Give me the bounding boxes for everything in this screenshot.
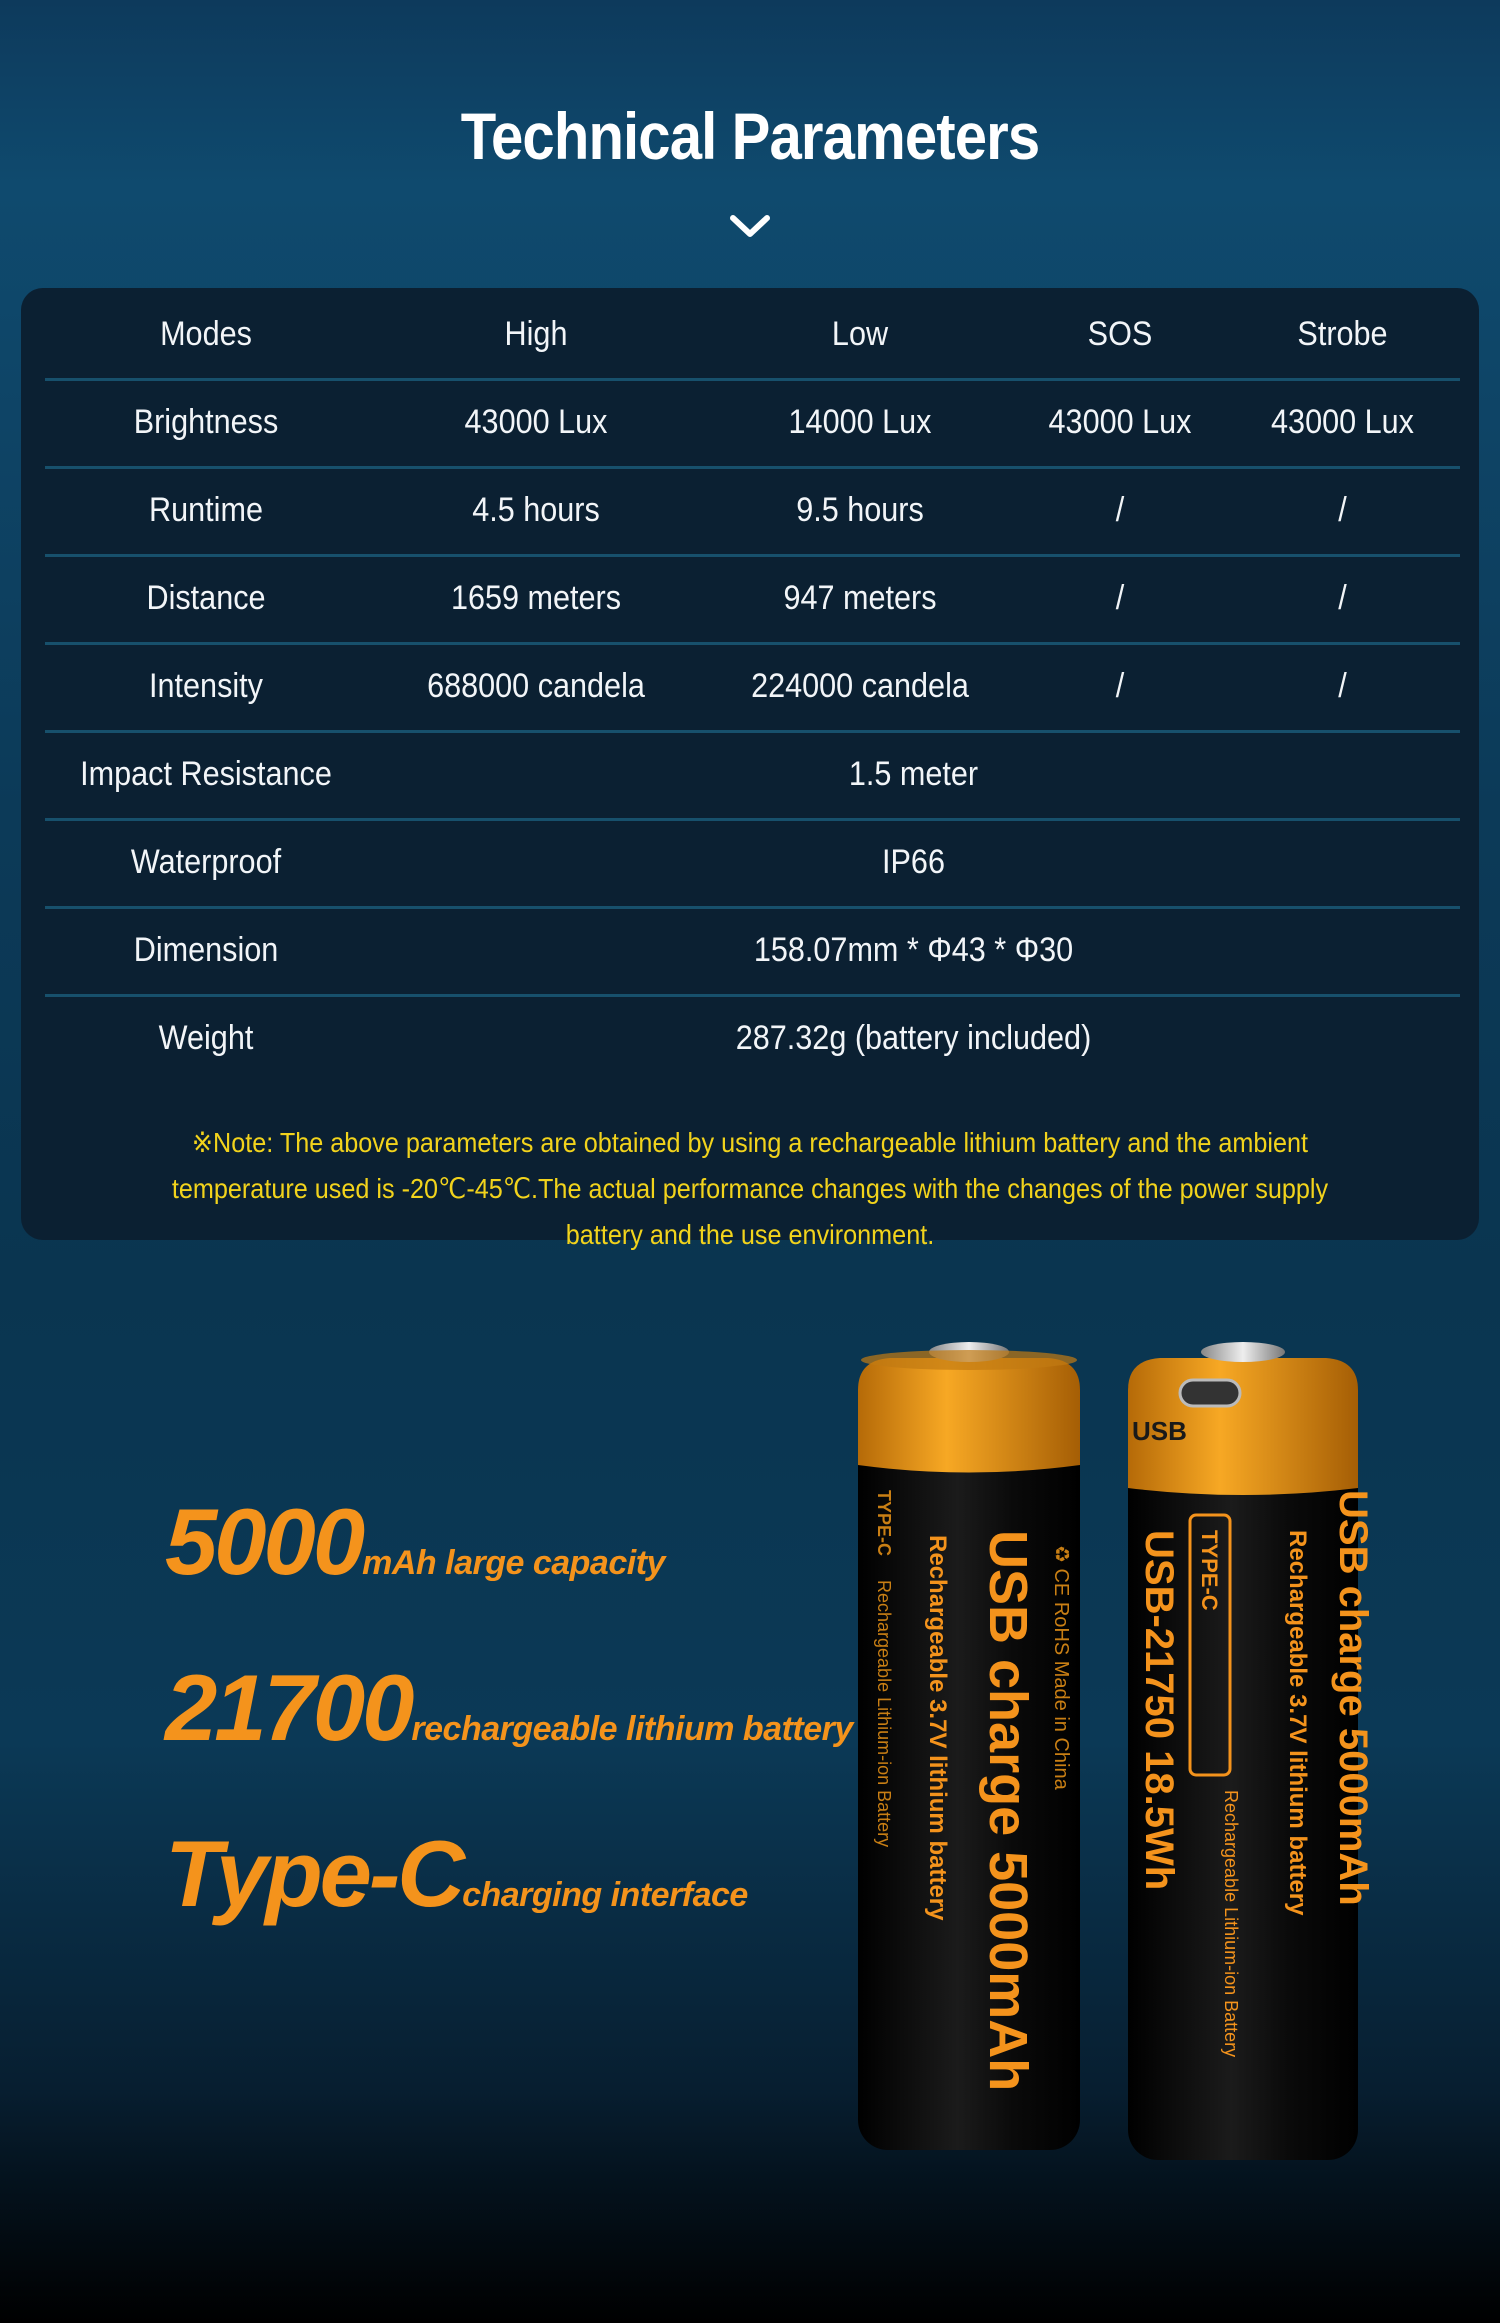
column-header: High <box>504 315 568 353</box>
table-cell: 1.5 meter <box>848 755 979 793</box>
feature-capacity <box>165 1488 665 1596</box>
battery-right-side-text: Rechargeable Lithium-ion Battery <box>1221 1790 1241 2058</box>
row-label: Weight <box>158 1019 254 1057</box>
feature-value: 21700 <box>165 1655 412 1760</box>
feature-charging <box>165 1820 748 1928</box>
table-cell: 287.32g (battery included) <box>735 1019 1092 1057</box>
table-row <box>45 994 1460 1082</box>
row-label: Runtime <box>149 491 263 529</box>
column-header: Strobe <box>1297 315 1388 353</box>
battery-left-marks-text: ♻ CE RoHS Made in China <box>1050 1545 1072 1790</box>
table-row <box>45 730 1460 821</box>
table-row <box>45 906 1460 997</box>
table-cell: 14000 Lux <box>788 403 932 441</box>
battery-left-main-text: USB charge 5000mAh <box>978 1530 1038 2092</box>
table-cell: 947 meters <box>783 579 937 617</box>
row-label: Dimension <box>133 931 279 969</box>
table-cell: 9.5 hours <box>796 491 924 529</box>
table-cell: / <box>1115 579 1125 617</box>
table-row <box>45 818 1460 909</box>
table-cell: 224000 candela <box>751 667 969 705</box>
battery-left <box>858 1342 1080 2150</box>
row-label: Waterproof <box>130 843 282 881</box>
battery-right-type-text: TYPE-C <box>1197 1530 1222 1611</box>
feature-battery-type <box>165 1654 853 1762</box>
column-header: Modes <box>160 315 252 353</box>
specs-table <box>21 288 1479 1250</box>
battery-right-main-text: USB charge 5000mAh <box>1331 1490 1375 1906</box>
table-cell: 688000 candela <box>427 667 645 705</box>
table-cell: 43000 Lux <box>1271 403 1414 441</box>
usb-c-port-icon <box>1180 1380 1240 1406</box>
row-label: Intensity <box>149 667 263 705</box>
table-cell: / <box>1338 491 1347 529</box>
table-row <box>45 378 1460 469</box>
battery-right <box>1128 1342 1375 2160</box>
feature-caption: charging interface <box>462 1876 748 1914</box>
table-row <box>45 554 1460 645</box>
table-cell: 43000 Lux <box>1048 403 1192 441</box>
column-header: SOS <box>1087 315 1153 353</box>
feature-value: 5000 <box>165 1489 363 1594</box>
battery-left-type-text: TYPE-C <box>874 1490 894 1557</box>
battery-right-sub-text: Rechargeable 3.7V lithium battery <box>1284 1530 1311 1916</box>
row-label: Distance <box>146 579 266 617</box>
column-header: Low <box>831 315 889 353</box>
table-cell: / <box>1338 667 1347 705</box>
table-cell: IP66 <box>882 843 945 881</box>
table-cell: 4.5 hours <box>472 491 600 529</box>
row-label: Impact Resistance <box>80 755 332 793</box>
feature-caption: mAh large capacity <box>362 1544 665 1582</box>
table-cell: / <box>1115 667 1125 705</box>
table-cell: 1659 meters <box>450 579 622 617</box>
table-cell: / <box>1338 579 1347 617</box>
table-header-row <box>45 290 1460 381</box>
table-cell: 158.07mm * Φ43 * Φ30 <box>753 931 1074 969</box>
chevron-down-icon <box>729 212 771 242</box>
battery-left-side-text: Rechargeable Lithium-ion Battery <box>874 1580 894 1848</box>
page-title: Technical Parameters <box>460 99 1040 173</box>
table-row <box>45 466 1460 557</box>
feature-value: Type-C <box>165 1821 463 1926</box>
table-cell: 43000 Lux <box>464 403 608 441</box>
battery-right-top-text: USB <box>1132 1416 1187 1446</box>
table-row <box>45 642 1460 733</box>
table-note: ※Note: The above parameters are obtained by using a rechargeable lithium battery and the ambient temperature used is -20℃-45℃.The actual performance changes with the changes of the power supply battery and the use environment. <box>171 1127 1329 1250</box>
row-label: Brightness <box>133 403 279 441</box>
battery-right-model-text: USB-21750 18.5Wh <box>1137 1530 1181 1891</box>
feature-caption: rechargeable lithium battery <box>411 1710 853 1748</box>
table-cell: / <box>1115 491 1125 529</box>
battery-illustration <box>850 1330 1375 2170</box>
battery-left-sub-text: Rechargeable 3.7V lithium battery <box>924 1535 951 1921</box>
